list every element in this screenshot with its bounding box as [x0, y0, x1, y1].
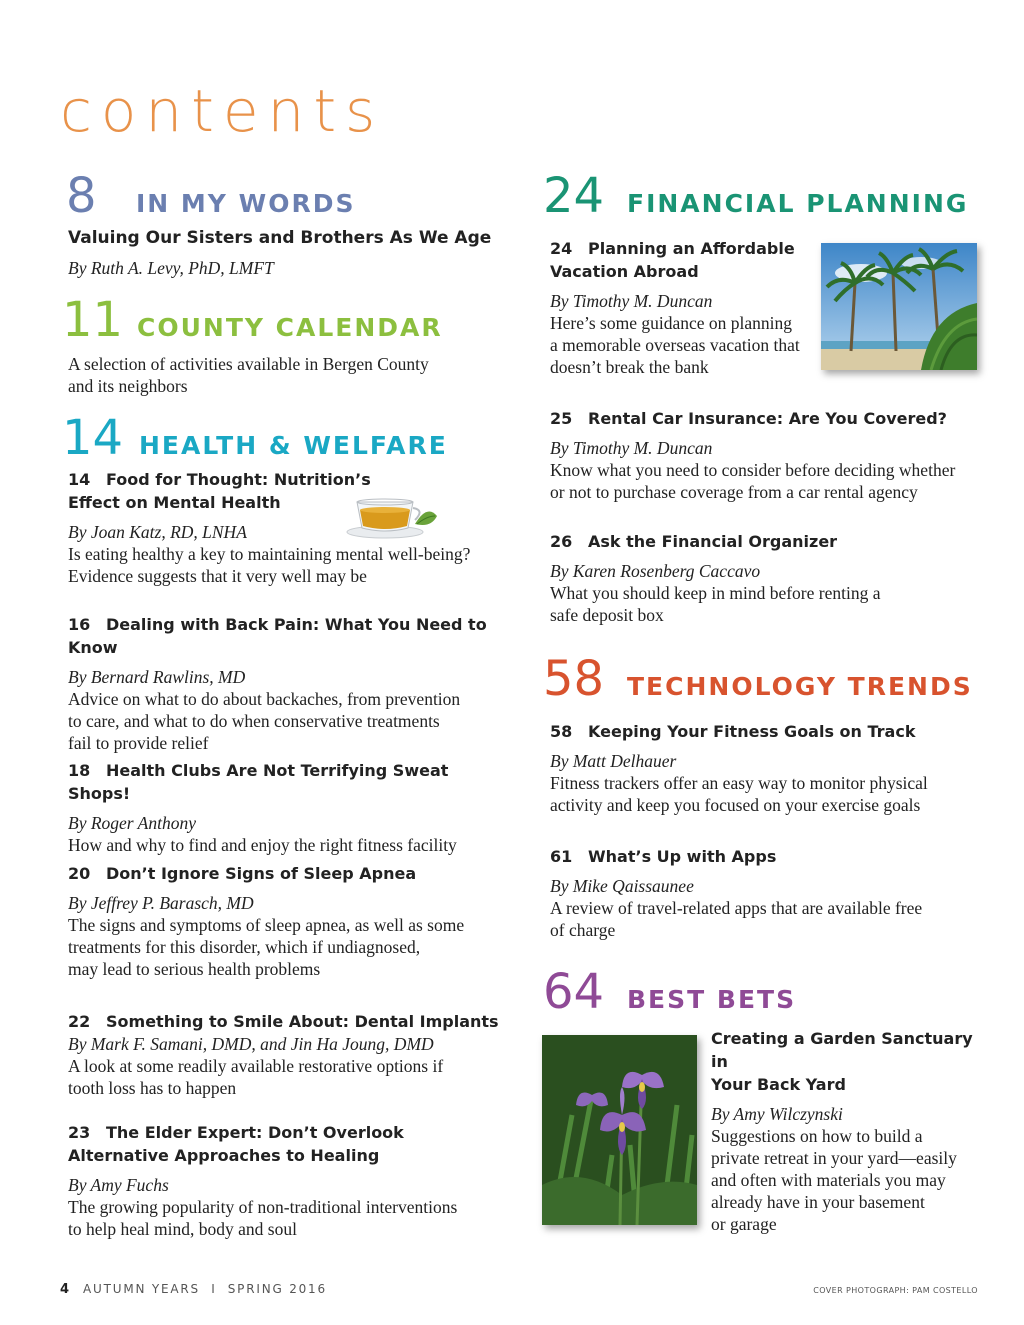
- article-fitness-goals[interactable]: [550, 720, 990, 816]
- section-heading-county-calendar: [62, 292, 443, 348]
- article-byline: By Mark F. Samani, DMD, and Jin Ha Joung, DMD: [68, 1034, 434, 1054]
- article-vacation-abroad[interactable]: [550, 237, 820, 378]
- article-title-line: What’s Up with Apps: [588, 847, 777, 866]
- section-heading-health-welfare: [62, 410, 448, 466]
- article-byline: By Jeffrey P. Barasch, MD: [68, 893, 254, 913]
- article-elder-expert[interactable]: [68, 1121, 508, 1240]
- article-page-number: 58: [550, 722, 573, 741]
- article-description-line: A selection of activities available in Bergen County: [68, 354, 429, 374]
- section-number: 24: [543, 168, 605, 224]
- article-title-line: Creating a Garden Sanctuary in: [711, 1029, 973, 1071]
- article-description-line: may lead to serious health problems: [68, 959, 321, 979]
- article-rental-car-insurance[interactable]: [550, 407, 990, 503]
- article-description-line: Know what you need to consider before deciding whether: [550, 460, 956, 480]
- article-apps[interactable]: [550, 845, 990, 941]
- article-title-line: Food for Thought: Nutrition’s: [106, 470, 371, 489]
- section-number: 8: [66, 168, 97, 224]
- article-health-clubs[interactable]: [68, 759, 508, 856]
- article-byline: By Amy Wilczynski: [711, 1104, 843, 1124]
- article-page-number: 61: [550, 847, 573, 866]
- article-byline: By Roger Anthony: [68, 813, 196, 833]
- footer-page-number: 4: [60, 1282, 70, 1297]
- section-number: 11: [62, 292, 124, 348]
- article-description-line: tooth loss has to happen: [68, 1078, 237, 1098]
- page-title: contents: [60, 77, 385, 145]
- article-page-number: 26: [550, 532, 573, 551]
- section-title: BEST BETS: [627, 985, 797, 1014]
- article-description-line: and often with materials you may: [711, 1170, 946, 1190]
- section-heading-technology-trends: [543, 651, 973, 707]
- article-description-line: safe deposit box: [550, 605, 664, 625]
- article-title-line: Your Back Yard: [711, 1075, 846, 1094]
- article-title-line: Dealing with Back Pain: What You Need to Know: [68, 615, 487, 657]
- iris-flower-image: [542, 1035, 697, 1225]
- article-description-line: fail to provide relief: [68, 733, 209, 753]
- footer-publication-info: [60, 1282, 327, 1297]
- article-back-pain[interactable]: [68, 613, 508, 754]
- article-garden-sanctuary[interactable]: [711, 1027, 991, 1235]
- article-county-calendar[interactable]: [68, 353, 508, 397]
- article-description-line: or garage: [711, 1214, 777, 1234]
- article-title-line: Vacation Abroad: [550, 262, 699, 281]
- section-title: TECHNOLOGY TRENDS: [627, 672, 973, 701]
- article-nutrition[interactable]: [68, 468, 508, 587]
- article-byline: By Bernard Rawlins, MD: [68, 667, 246, 687]
- article-page-number: 23: [68, 1123, 91, 1142]
- article-description-line: Suggestions on how to build a: [711, 1126, 923, 1146]
- article-description-line: The growing popularity of non-traditional interventions: [68, 1197, 458, 1217]
- article-title-line: Alternative Approaches to Healing: [68, 1146, 380, 1165]
- tea-cup-image: [345, 494, 440, 540]
- article-byline: By Karen Rosenberg Caccavo: [550, 561, 761, 581]
- article-description-line: doesn’t break the bank: [550, 357, 709, 377]
- article-description-line: already have in your basement: [711, 1192, 925, 1212]
- article-description-line: a memorable overseas vacation that: [550, 335, 800, 355]
- article-title-line: Keeping Your Fitness Goals on Track: [588, 722, 916, 741]
- article-byline: By Joan Katz, RD, LNHA: [68, 522, 247, 542]
- article-title-line: Planning an Affordable: [588, 239, 795, 258]
- section-title: COUNTY CALENDAR: [137, 313, 443, 342]
- article-description-line: private retreat in your yard—easily: [711, 1148, 957, 1168]
- footer-publication: AUTUMN YEARS I SPRING 2016: [83, 1282, 327, 1296]
- article-title: Valuing Our Sisters and Brothers As We Age: [68, 228, 492, 248]
- iris-garden-photo: [542, 1035, 697, 1225]
- article-title-line: Something to Smile About: Dental Implants: [106, 1012, 499, 1031]
- article-page-number: 14: [68, 470, 91, 489]
- article-description-line: or not to purchase coverage from a car rental agency: [550, 482, 918, 502]
- article-description-line: Evidence suggests that it very well may be: [68, 566, 367, 586]
- article-page-number: 24: [550, 239, 573, 258]
- article-description-line: to care, and what to do when conservative treatments: [68, 711, 440, 731]
- article-description-line: Here’s some guidance on planning: [550, 313, 793, 333]
- section-number: 14: [62, 410, 124, 466]
- article-title-line: Effect on Mental Health: [68, 493, 281, 512]
- article-page-number: 16: [68, 615, 91, 634]
- section-title: IN MY WORDS: [136, 189, 356, 218]
- article-description-line: How and why to find and enjoy the right fitness facility: [68, 835, 457, 855]
- article-title-line: Don’t Ignore Signs of Sleep Apnea: [106, 864, 417, 883]
- article-dental-implants[interactable]: [68, 1010, 508, 1099]
- article-title-line: The Elder Expert: Don’t Overlook: [106, 1123, 404, 1142]
- section-number: 58: [543, 651, 605, 707]
- article-title-line: Ask the Financial Organizer: [588, 532, 838, 551]
- article-title-line: Health Clubs Are Not Terrifying Sweat Shops!: [68, 761, 449, 803]
- article-description-line: treatments for this disorder, which if undiagnosed,: [68, 937, 421, 957]
- article-page-number: 22: [68, 1012, 91, 1031]
- article-byline: By Timothy M. Duncan: [550, 291, 713, 311]
- article-page-number: 25: [550, 409, 573, 428]
- article-description-line: activity and keep you focused on your exercise goals: [550, 795, 921, 815]
- section-title: FINANCIAL PLANNING: [627, 189, 969, 218]
- article-page-number: 18: [68, 761, 91, 780]
- section-heading-best-bets: [543, 964, 797, 1020]
- palm-tree-image: [821, 243, 977, 370]
- article-description-line: Advice on what to do about backaches, from prevention: [68, 689, 461, 709]
- article-page-number: 20: [68, 864, 91, 883]
- article-byline: By Mike Qaissaunee: [550, 876, 694, 896]
- article-description-line: What you should keep in mind before renting a: [550, 583, 881, 603]
- footer-photo-credit: COVER PHOTOGRAPH: PAM COSTELLO: [813, 1286, 978, 1295]
- palm-beach-photo: [821, 243, 977, 370]
- article-description-line: Is eating healthy a key to maintaining mental well-being?: [68, 544, 471, 564]
- article-sleep-apnea[interactable]: [68, 862, 508, 980]
- article-description-line: of charge: [550, 920, 616, 940]
- section-number: 64: [543, 964, 605, 1020]
- article-description-line: The signs and symptoms of sleep apnea, as well as some: [68, 915, 465, 935]
- article-byline: By Matt Delhauer: [550, 751, 677, 771]
- section-heading-in-my-words: [66, 168, 356, 224]
- article-byline: By Amy Fuchs: [68, 1175, 169, 1195]
- article-financial-organizer[interactable]: [550, 530, 990, 626]
- article-description-line: Fitness trackers offer an easy way to monitor physical: [550, 773, 928, 793]
- article-byline: By Ruth A. Levy, PhD, LMFT: [68, 258, 274, 278]
- article-description-line: A look at some readily available restorative options if: [68, 1056, 444, 1076]
- article-title-line: Rental Car Insurance: Are You Covered?: [588, 409, 947, 428]
- article-in-my-words[interactable]: [68, 227, 508, 279]
- section-title: HEALTH & WELFARE: [139, 431, 448, 460]
- section-heading-financial-planning: [543, 168, 969, 224]
- article-description-line: and its neighbors: [68, 376, 188, 396]
- article-byline: By Timothy M. Duncan: [550, 438, 713, 458]
- article-description-line: to help heal mind, body and soul: [68, 1219, 297, 1239]
- article-description-line: A review of travel-related apps that are available free: [550, 898, 923, 918]
